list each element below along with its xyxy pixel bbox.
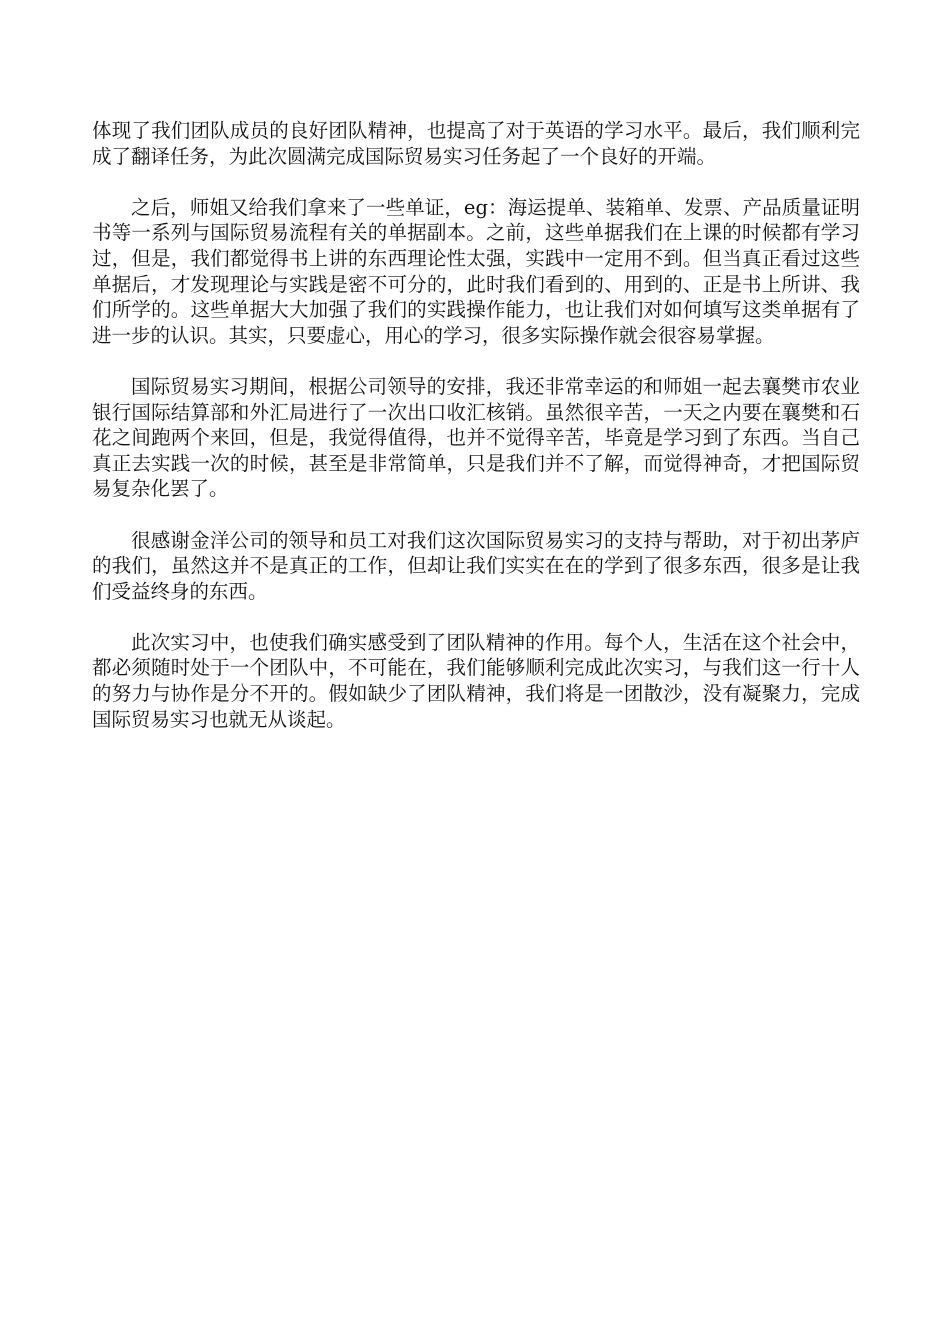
document-page — [92, 118, 860, 758]
paragraph-documents: 之后，师姐又给我们拿来了一些单证，eg：海运提单、装箱单、发票、产品质量证明书等一系列与国际贸易流程有关的单据副本。之前，这些单据我们在上课的时候都有学习过，但是，我们都觉得书上讲的东西理论性太强，实践中一定用不到。但当真正看过这些单据后，才发现理论与实践是密不可分的，此时我们看到的、用到的、正是书上所讲、我们所学的。这些单据大大加强了我们的实践操作能力，也让我们对如何填写这类单据有了进一步的认识。其实，只要虚心，用心的学习，很多实际操作就会很容易掌握。 — [92, 195, 860, 347]
paragraph-bank-visit: 国际贸易实习期间，根据公司领导的安排，我还非常幸运的和师姐一起去襄樊市农业银行国际结算部和外汇局进行了一次出口收汇核销。虽然很辛苦，一天之内要在襄樊和石花之间跑两个来回，但是，我觉得值得，也并不觉得辛苦，毕竟是学习到了东西。当自己真正去实践一次的时候，甚至是非常简单，只是我们并不了解，而觉得神奇，才把国际贸易复杂化罢了。 — [92, 374, 860, 501]
paragraph-thanks: 很感谢金洋公司的领导和员工对我们这次国际贸易实习的支持与帮助，对于初出茅庐的我们，虽然这并不是真正的工作，但却让我们实实在在的学到了很多东西，很多是让我们受益终身的东西。 — [92, 528, 860, 603]
paragraph-continuation: 体现了我们团队成员的良好团队精神，也提高了对于英语的学习水平。最后，我们顺利完成了翻译任务，为此次圆满完成国际贸易实习任务起了一个良好的开端。 — [92, 119, 860, 168]
paragraph-team-spirit: 此次实习中，也使我们确实感受到了团队精神的作用。每个人，生活在这个社会中，都必须随时处于一个团队中，不可能在，我们能够顺利完成此次实习，与我们这一行十人的努力与协作是分不开的。假如缺少了团队精神，我们将是一团散沙，没有凝聚力，完成国际贸易实习也就无从谈起。 — [92, 630, 860, 731]
